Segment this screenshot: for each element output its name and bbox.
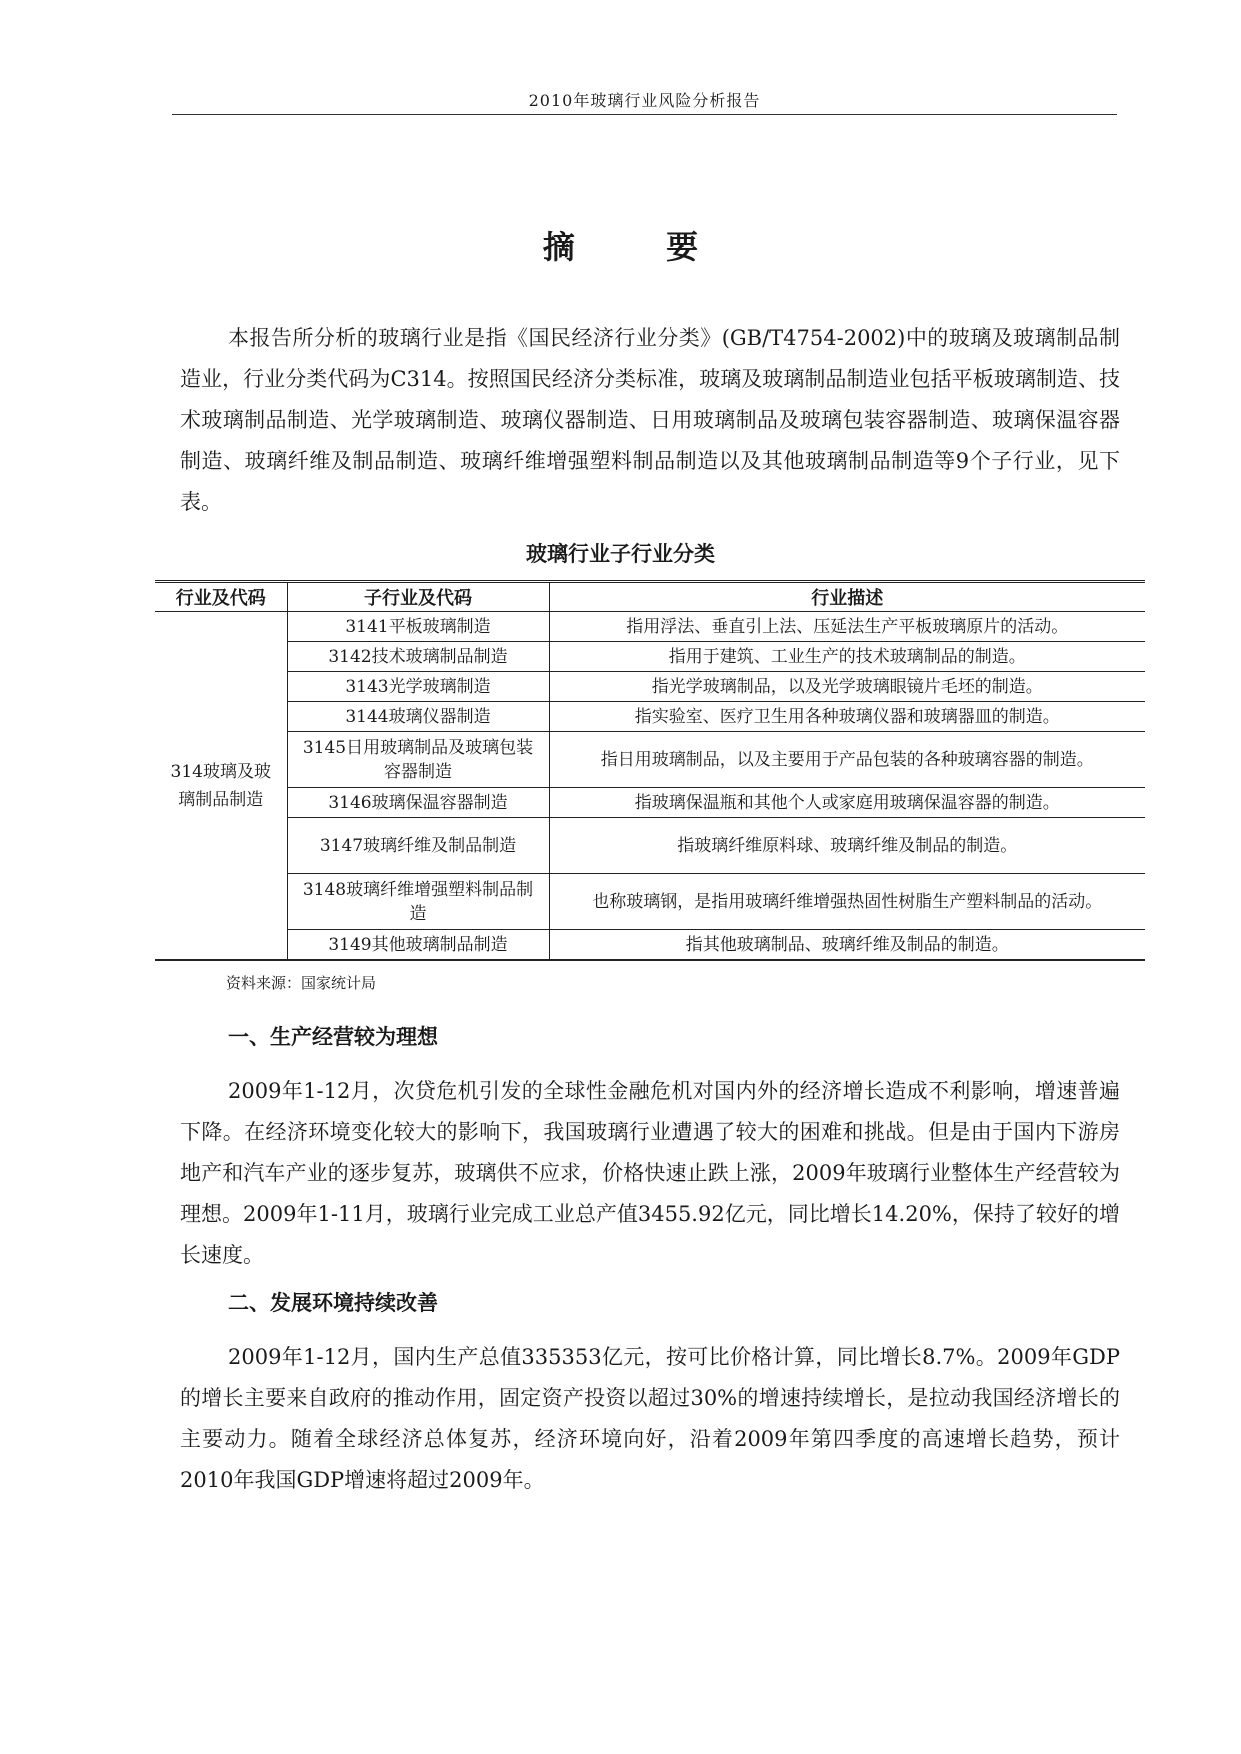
- intro-section: [180, 318, 1120, 523]
- subindustry-cell: 3142技术玻璃制品制造: [287, 642, 549, 672]
- description-cell: 指其他玻璃制品、玻璃纤维及制品的制造。: [549, 930, 1145, 961]
- subindustry-cell: 3149其他玻璃制品制造: [287, 930, 549, 961]
- table-header-row: [155, 582, 1145, 612]
- header-rule: [172, 114, 1117, 115]
- table-row: [155, 732, 1145, 788]
- table-row: [155, 818, 1145, 874]
- column-header: 行业描述: [549, 582, 1145, 612]
- running-header: 2010年玻璃行业风险分析报告: [528, 91, 761, 110]
- subindustry-cell: 3145日用玻璃制品及玻璃包装容器制造: [287, 732, 549, 788]
- description-cell: 也称玻璃钢，是指用玻璃纤维增强热固性树脂生产塑料制品的活动。: [549, 874, 1145, 930]
- subindustry-cell: 3146玻璃保温容器制造: [287, 788, 549, 818]
- industry-group-cell: 314玻璃及玻璃制品制造: [155, 612, 287, 961]
- classification-table: [155, 580, 1145, 961]
- subindustry-cell: 3147玻璃纤维及制品制造: [287, 818, 549, 874]
- section-paragraph: 2009年1-12月，次贷危机引发的全球性金融危机对国内外的经济增长造成不利影响，增速普遍下降。在经济环境变化较大的影响下，我国玻璃行业遭遇了较大的困难和挑战。但是由于国内下游房地产和汽车产业的逐步复苏，玻璃供不应求，价格快速止跌上涨，2009年玻璃行业整体生产经营较为理想。2009年1-11月，玻璃行业完成工业总产值3455.92亿元，同比增长14.20%，保持了较好的增长速度。: [180, 1079, 1120, 1267]
- subindustry-cell: 3148玻璃纤维增强塑料制品制造: [287, 874, 549, 930]
- subindustry-cell: 3141平板玻璃制造: [287, 612, 549, 642]
- description-cell: 指光学玻璃制品，以及光学玻璃眼镜片毛坯的制造。: [549, 672, 1145, 702]
- description-cell: 指用于建筑、工业生产的技术玻璃制品的制造。: [549, 642, 1145, 672]
- section-heading: 一、生产经营较为理想: [228, 1025, 438, 1049]
- section-body: [180, 1337, 1120, 1501]
- description-cell: 指用浮法、垂直引上法、压延法生产平板玻璃原片的活动。: [549, 612, 1145, 642]
- section-heading: 二、发展环境持续改善: [228, 1291, 438, 1315]
- description-cell: 指玻璃保温瓶和其他个人或家庭用玻璃保温容器的制造。: [549, 788, 1145, 818]
- table-row: [155, 874, 1145, 930]
- table-row: [155, 672, 1145, 702]
- subindustry-cell: 3143光学玻璃制造: [287, 672, 549, 702]
- description-cell: 指实验室、医疗卫生用各种玻璃仪器和玻璃器皿的制造。: [549, 702, 1145, 732]
- subindustry-cell: 3144玻璃仪器制造: [287, 702, 549, 732]
- table-source-note: 资料来源：国家统计局: [226, 974, 377, 992]
- description-cell: 指玻璃纤维原料球、玻璃纤维及制品的制造。: [549, 818, 1145, 874]
- table-row: [155, 788, 1145, 818]
- page-title: 摘 要: [542, 228, 739, 266]
- table-row: [155, 612, 1145, 642]
- description-cell: 指日用玻璃制品，以及主要用于产品包装的各种玻璃容器的制造。: [549, 732, 1145, 788]
- intro-paragraph: 本报告所分析的玻璃行业是指《国民经济行业分类》(GB/T4754-2002)中的玻璃及玻璃制品制造业，行业分类代码为C314。按照国民经济分类标准，玻璃及玻璃制品制造业包括平板玻璃制造、技术玻璃制品制造、光学玻璃制造、玻璃仪器制造、日用玻璃制品及玻璃包装容器制造、玻璃保温容器制造、玻璃纤维及制品制造、玻璃纤维增强塑料制品制造以及其他玻璃制品制造等9个子行业，见下表。: [180, 326, 1120, 514]
- column-header: 子行业及代码: [287, 582, 549, 612]
- section-paragraph: 2009年1-12月，国内生产总值335353亿元，按可比价格计算，同比增长8.7%。2009年GDP的增长主要来自政府的推动作用，固定资产投资以超过30%的增速持续增长，是拉动我国经济增长的主要动力。随着全球经济总体复苏，经济环境向好，沿着2009年第四季度的高速增长趋势，预计2010年我国GDP增速将超过2009年。: [180, 1345, 1120, 1492]
- table-row: [155, 642, 1145, 672]
- section-body: [180, 1071, 1120, 1276]
- column-header: 行业及代码: [155, 582, 287, 612]
- table-title: 玻璃行业子行业分类: [526, 542, 715, 566]
- table-row: [155, 702, 1145, 732]
- table-row: [155, 930, 1145, 961]
